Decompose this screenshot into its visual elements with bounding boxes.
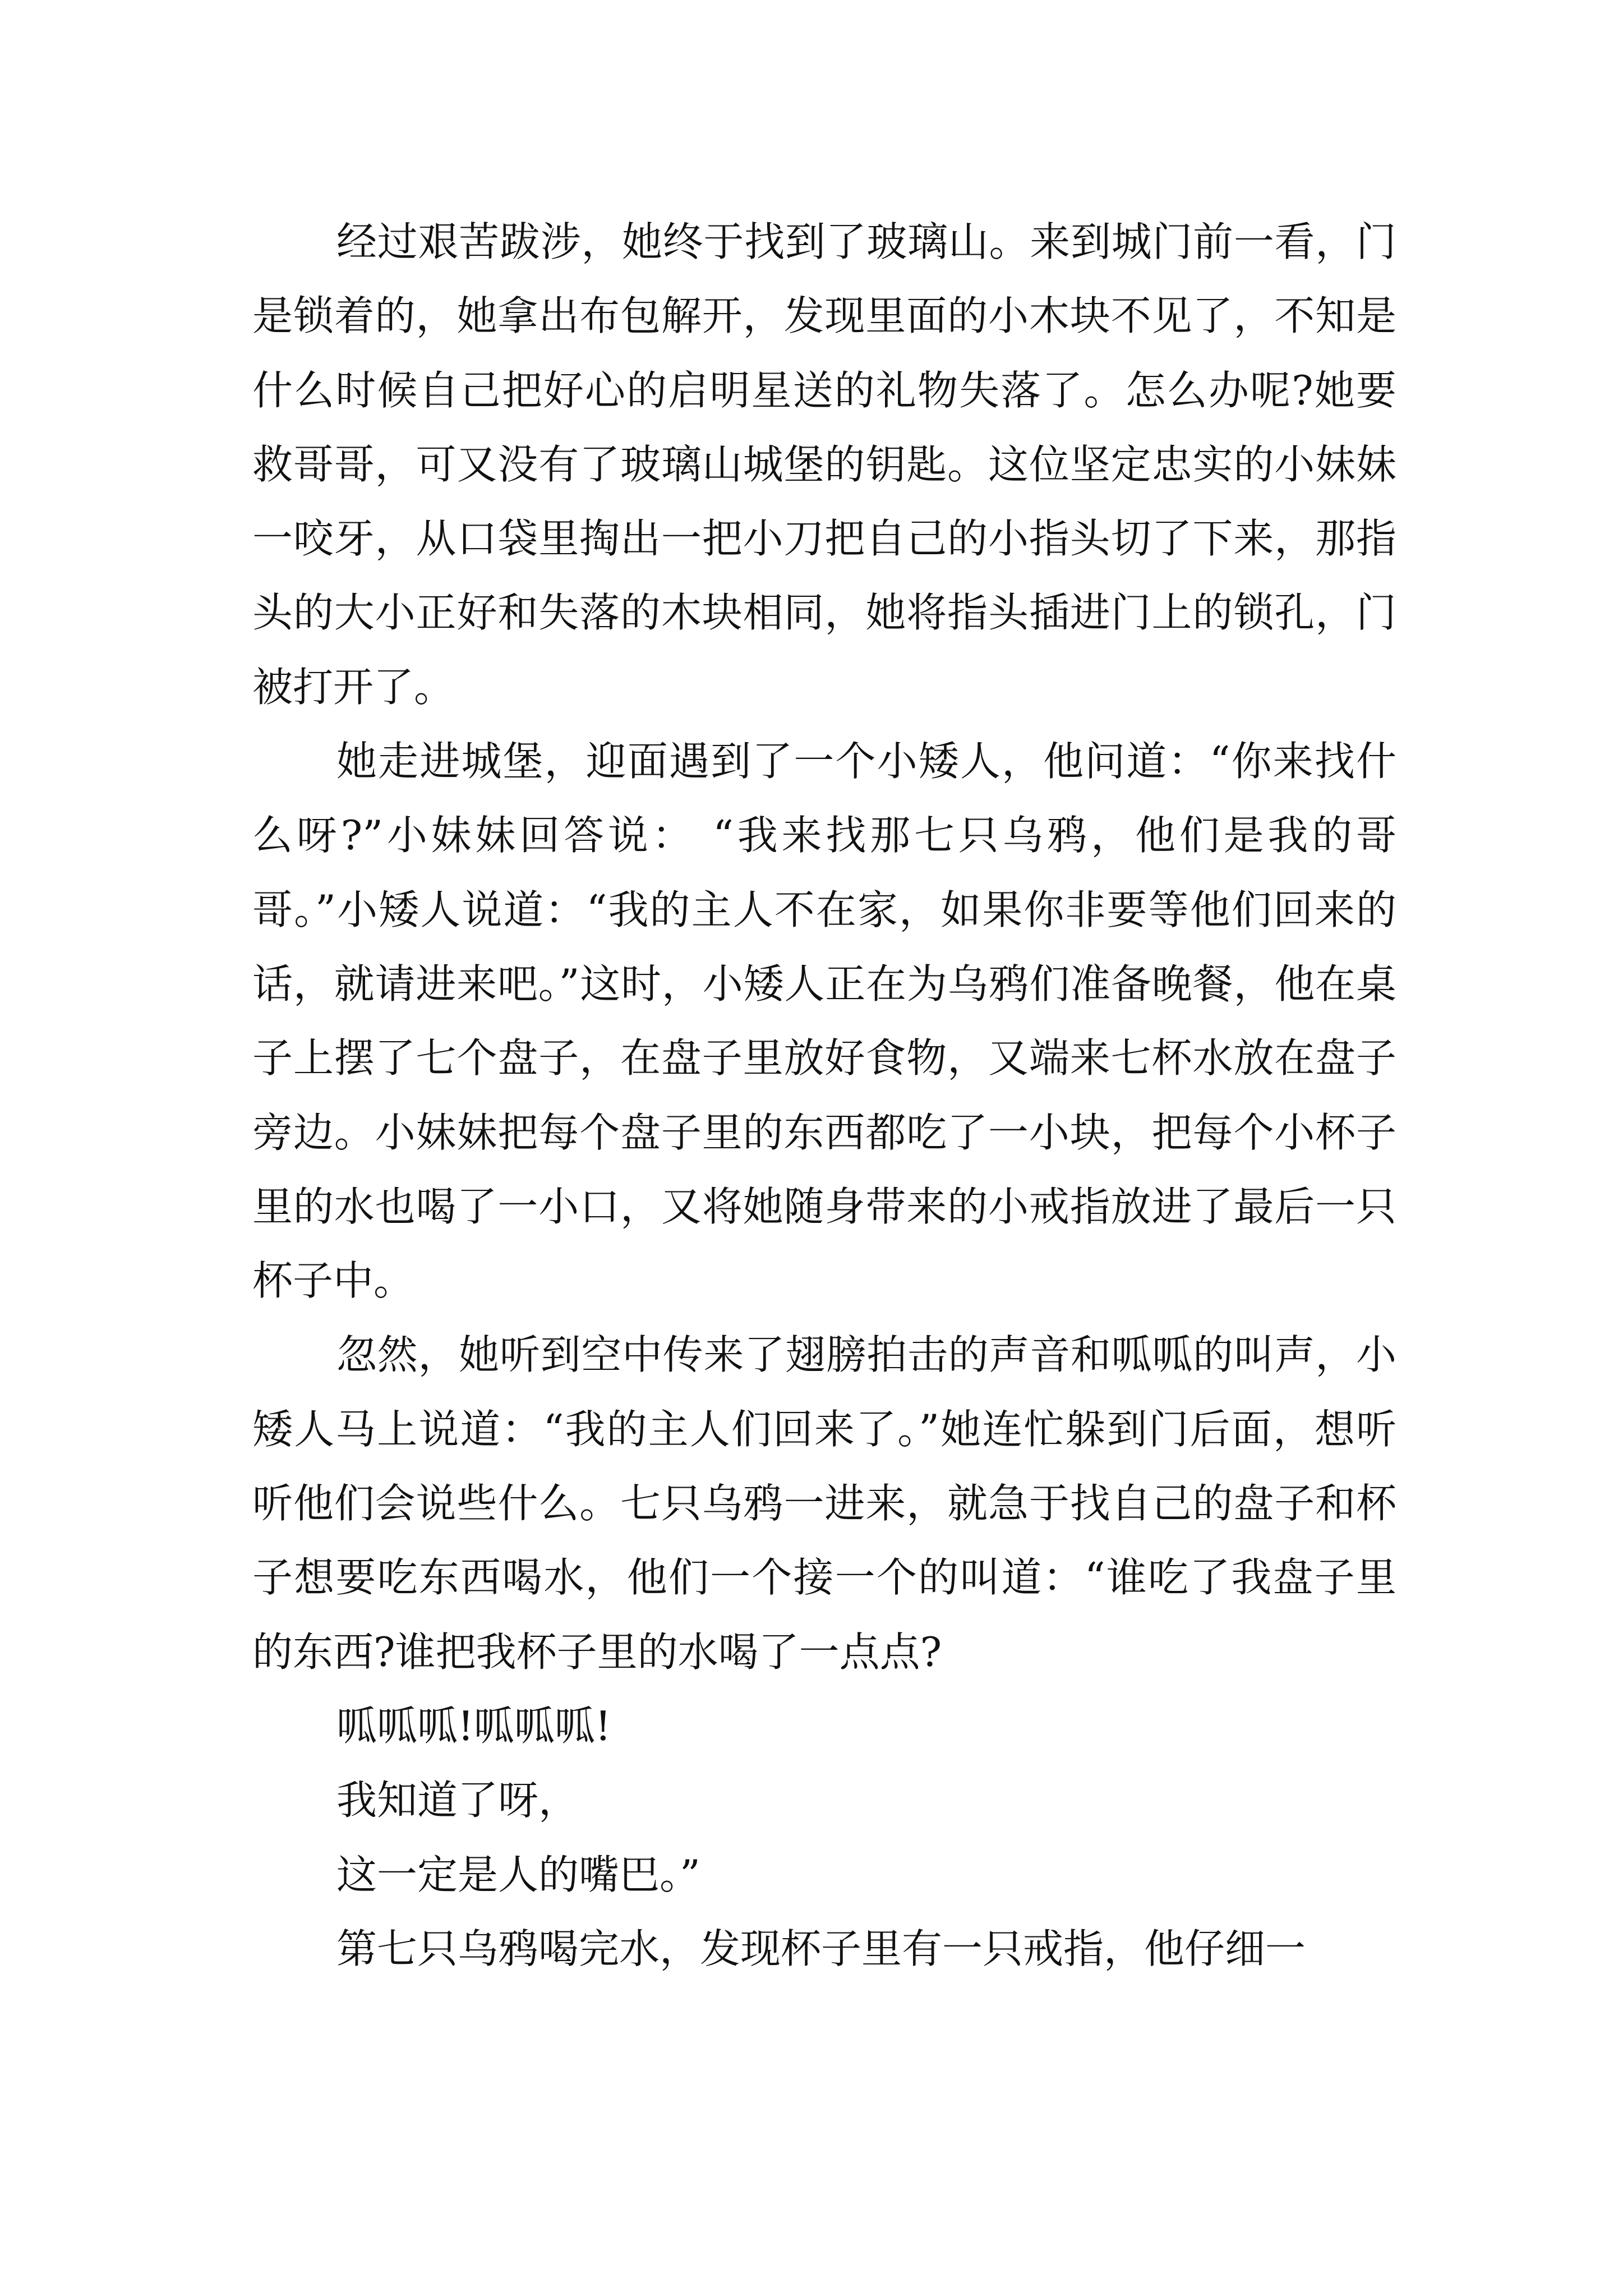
verse-line: 我知道了呀，	[336, 1777, 579, 1824]
verse-line: 这一定是人的嘴巴。”	[336, 1851, 700, 1898]
paragraph-dwarf-dinner: 她走进城堡，迎面遇到了一个小矮人，他问道：“你来找什么呀?”小妹妹回答说： “我来找那七只乌鸦，他们是我的哥哥。”小矮人说道：“我的主人不在家，如果你非要等他们回来的话，就请进来吧。”这时，小矮人正在为乌鸦们准备晚餐，他在桌子上摆了七个盘子，在盘子里放好食物，又端来七杯水放在盘子旁边。小妹妹把每个盘子里的东西都吃了一小块，把每个小杯子里的水也喝了一小口，又将她随身带来的小戒指放进了最后一只杯子中。	[252, 738, 1396, 1305]
verse-line: 呱呱呱!呱呱呱!	[336, 1702, 611, 1750]
story-text	[252, 205, 1396, 1986]
paragraph-ravens-return: 忽然，她听到空中传来了翅膀拍击的声音和呱呱的叫声，小矮人马上说道：“我的主人们回来了。”她连忙躲到门后面，想听听他们会说些什么。七只乌鸦一进来，就急于找自己的盘子和杯子想要吃东西喝水，他们一个接一个的叫道：“谁吃了我盘子里的东西?谁把我杯子里的水喝了一点点?	[252, 1331, 1396, 1676]
paragraph-glass-mountain: 经过艰苦跋涉，她终于找到了玻璃山。来到城门前一看，门是锁着的，她拿出布包解开，发现里面的小木块不见了，不知是什么时候自己把好心的启明星送的礼物失落了。怎么办呢?她要救哥哥，可又没有了玻璃山城堡的钥匙。这位坚定忠实的小妹妹一咬牙，从口袋里掏出一把小刀把自己的小指头切了下来，那指头的大小正好和失落的木块相同，她将指头插进门上的锁孔，门被打开了。	[252, 218, 1396, 711]
paragraph-seventh-raven: 第七只乌鸦喝完水，发现杯子里有一只戒指，他仔细一	[336, 1925, 1306, 1972]
